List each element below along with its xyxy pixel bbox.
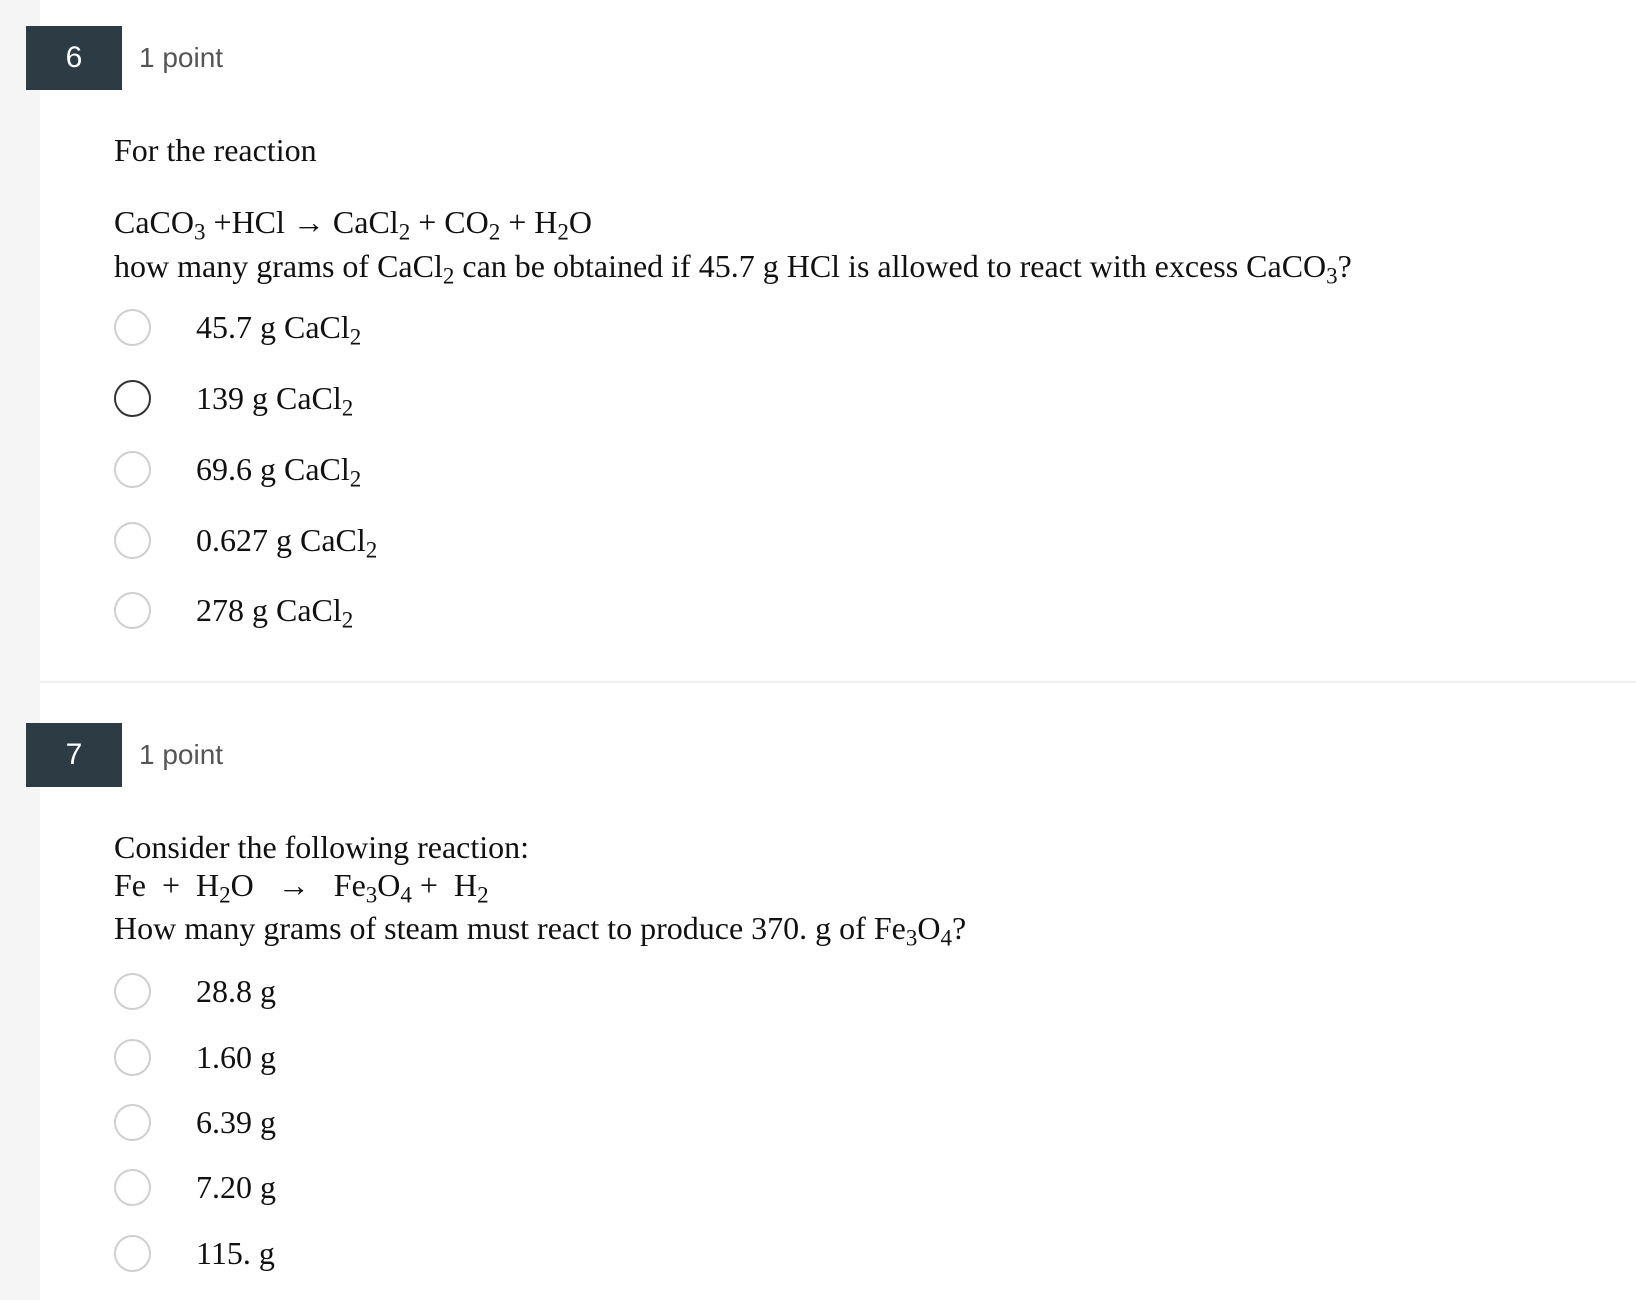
answer-label: 0.627 g CaCl$_2$: [196, 522, 378, 563]
answer-label: 1.60 g: [196, 1039, 276, 1075]
question-number: 7: [65, 738, 83, 771]
radio-button[interactable]: [114, 1039, 151, 1076]
q-text: how many grams of CaCl: [114, 248, 443, 284]
q-subscript: 4: [940, 924, 952, 951]
question-number: 6: [65, 41, 83, 74]
radio-button[interactable]: [114, 1104, 151, 1141]
radio-button[interactable]: [114, 1235, 151, 1272]
q-subscript: 3: [1326, 262, 1338, 289]
eq-subscript: 2: [477, 881, 489, 908]
q-text: ?: [951, 910, 967, 946]
radio-button[interactable]: [114, 380, 151, 417]
answer-label: 45.7 g CaCl$_2$: [196, 309, 362, 350]
eq-text: O: [377, 867, 401, 903]
eq-subscript: 2: [557, 218, 569, 245]
answer-label: 115. g: [196, 1235, 275, 1271]
answer-label: 28.8 g: [196, 973, 276, 1009]
eq-text: O: [568, 204, 592, 240]
eq-subscript: 3: [194, 218, 206, 245]
radio-button[interactable]: [114, 309, 151, 346]
question-text: [114, 248, 1352, 289]
question-points: 1 point: [139, 739, 224, 770]
eq-subscript: 4: [400, 881, 412, 908]
eq-text: +HCl → CaCl: [205, 204, 399, 240]
q-text: can be obtained if 45.7 g HCl is allowed to react with excess CaCO: [454, 248, 1327, 284]
q-subscript: 2: [442, 262, 455, 289]
q-text: ?: [1337, 248, 1352, 284]
radio-button[interactable]: [114, 592, 151, 629]
quiz-page: [40, 0, 1636, 1300]
question-divider: [40, 681, 1636, 683]
answer-label: 139 g CaCl$_2$: [196, 380, 354, 421]
eq-text: CaCO: [114, 204, 194, 240]
answer-label: 69.6 g CaCl$_2$: [196, 451, 362, 492]
question-number-badge: [26, 26, 122, 90]
q-subscript: 3: [905, 924, 918, 951]
q-text: O: [917, 910, 941, 946]
answer-label: 278 g CaCl$_2$: [196, 592, 354, 633]
question-text: [114, 910, 967, 951]
radio-button[interactable]: [114, 1169, 151, 1206]
eq-subscript: 2: [488, 218, 501, 245]
eq-text: + CO: [410, 204, 489, 240]
question-intro: Consider the following reaction:: [114, 829, 530, 865]
reaction-equation: [114, 204, 592, 245]
eq-subscript: 2: [219, 881, 231, 908]
eq-text: + H: [411, 867, 478, 903]
eq-text: + H: [500, 204, 558, 240]
answer-label: 7.20 g: [196, 1169, 276, 1205]
eq-subscript: 3: [365, 881, 378, 908]
question-intro: For the reaction: [114, 132, 317, 168]
eq-text: Fe + H: [114, 867, 220, 903]
eq-subscript: 2: [398, 218, 411, 245]
radio-button[interactable]: [114, 522, 151, 559]
question-points: 1 point: [139, 42, 224, 73]
q-text: How many grams of steam must react to produce 370. g of Fe: [114, 910, 906, 946]
answer-label: 6.39 g: [196, 1104, 276, 1140]
radio-button[interactable]: [114, 451, 151, 488]
reaction-equation: [114, 867, 489, 908]
radio-button[interactable]: [114, 973, 151, 1010]
eq-text: O → Fe: [230, 867, 366, 903]
question-number-badge: [26, 723, 122, 787]
